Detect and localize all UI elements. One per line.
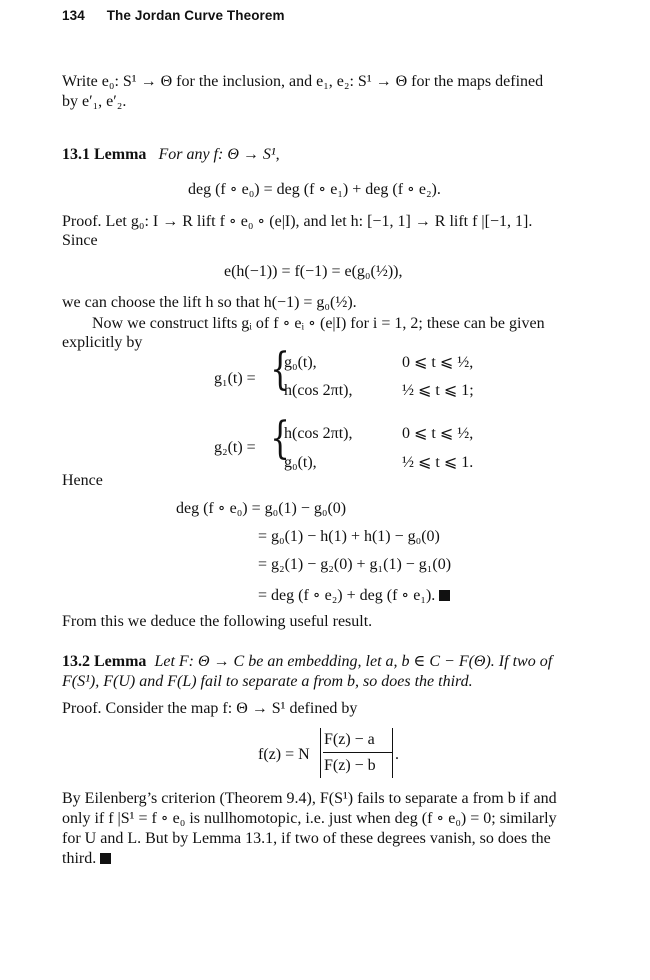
lemma-13-1-equation: deg (f ∘ e₀) = deg (f ∘ e₁) + deg (f ∘ e₂). bbox=[188, 181, 441, 198]
proof-2-para-line-2: only if f |S¹ = f ∘ e₀ is nullhomotopic, i.e. just when deg (f ∘ e₀) = 0; similarly bbox=[62, 810, 557, 827]
qed-square bbox=[439, 590, 450, 601]
proof-1-line-2: Since bbox=[62, 232, 98, 249]
intro-line-2: by e′₁, e′₂. bbox=[62, 93, 127, 110]
derivation-line-4 bbox=[258, 586, 450, 606]
f-denominator: F(z) − b bbox=[324, 757, 376, 774]
g2-case-1-expr: h(cos 2πt), bbox=[284, 425, 353, 442]
g1-case-1-cond: 0 ⩽ t ⩽ ½, bbox=[402, 354, 474, 371]
f-definition-lhs: f(z) = N bbox=[258, 746, 310, 763]
lemma-13-2-line-2: F(S¹), F(U) and F(L) fail to separate a from b, so does the third. bbox=[62, 673, 473, 690]
page-number: 134 bbox=[62, 8, 85, 23]
f-numerator: F(z) − a bbox=[324, 731, 375, 748]
proof-1-line-5: explicitly by bbox=[62, 334, 143, 351]
qed-square-2 bbox=[100, 853, 111, 864]
lemma-13-2-line-1: Let F: Θ → C be an embedding, let a, b ∈ C − F(Θ). If two of bbox=[154, 653, 553, 670]
derivation-line-2: = g₀(1) − h(1) + h(1) − g₀(0) bbox=[258, 528, 440, 545]
lemma-13-2 bbox=[62, 652, 552, 672]
proof-1-line-3: we can choose the lift h so that h(−1) = g₀(½). bbox=[62, 294, 357, 311]
g1-case-2-cond: ½ ⩽ t ⩽ 1; bbox=[402, 382, 474, 399]
proof-2-line-1: Proof. Consider the map f: Θ → S¹ defined by bbox=[62, 700, 358, 717]
proof-1-equation-lift: e(h(−1)) = f(−1) = e(g₀(½)), bbox=[224, 263, 403, 280]
lemma-13-2-line-2-wrap bbox=[62, 672, 473, 692]
g2-brace: { bbox=[270, 413, 290, 464]
intro-line-1: Write e₀: S¹ → Θ for the inclusion, and e₁, e₂: S¹ → Θ for the maps defined bbox=[62, 73, 544, 90]
lemma-13-1 bbox=[62, 145, 280, 165]
lemma-13-1-label: 13.1 Lemma bbox=[62, 146, 147, 163]
lemma-13-1-statement: For any f: Θ → S¹, bbox=[158, 146, 280, 163]
proof-1-deduce: From this we deduce the following useful result. bbox=[62, 613, 373, 630]
proof-2-para-line-4-text: third. bbox=[62, 850, 97, 867]
g1-brace: { bbox=[270, 344, 290, 395]
derivation-line-1: deg (f ∘ e₀) = g₀(1) − g₀(0) bbox=[176, 500, 347, 517]
g2-case-2-expr: g₀(t), bbox=[284, 454, 317, 471]
proof-1-hence: Hence bbox=[62, 472, 103, 489]
g1-case-2-expr: h(cos 2πt), bbox=[284, 382, 353, 399]
proof-1-line-4: Now we construct lifts gᵢ of f ∘ eᵢ ∘ (e|I) for i = 1, 2; these can be given bbox=[92, 315, 545, 332]
derivation-line-3: = g₂(1) − g₂(0) + g₁(1) − g₁(0) bbox=[258, 556, 452, 573]
abs-bar-left bbox=[320, 728, 321, 778]
g1-lhs: g₁(t) = bbox=[214, 370, 256, 387]
lemma-13-2-label: 13.2 Lemma bbox=[62, 653, 147, 670]
proof-2-para-line-3: for U and L. But by Lemma 13.1, if two of these degrees vanish, so does the bbox=[62, 830, 551, 847]
f-definition-period: . bbox=[395, 746, 399, 763]
g2-case-2-cond: ½ ⩽ t ⩽ 1. bbox=[402, 454, 474, 471]
proof-2-para-line-4 bbox=[62, 849, 111, 869]
g2-lhs: g₂(t) = bbox=[214, 439, 256, 456]
running-header bbox=[62, 8, 285, 23]
running-title: The Jordan Curve Theorem bbox=[106, 8, 285, 23]
derivation-line-4-text: = deg (f ∘ e₂) + deg (f ∘ e₁). bbox=[258, 587, 436, 604]
abs-bar-right bbox=[392, 728, 393, 778]
proof-2-para-line-1: By Eilenberg’s criterion (Theorem 9.4), F(S¹) fails to separate a from b if and bbox=[62, 790, 557, 807]
g1-case-1-expr: g₀(t), bbox=[284, 354, 317, 371]
fraction-line bbox=[323, 752, 392, 753]
g2-case-1-cond: 0 ⩽ t ⩽ ½, bbox=[402, 425, 474, 442]
proof-1-line-1: Proof. Let g₀: I → R lift f ∘ e₀ ∘ (e|I), and let h: [−1, 1] → R lift f |[−1, 1]. bbox=[62, 213, 533, 230]
